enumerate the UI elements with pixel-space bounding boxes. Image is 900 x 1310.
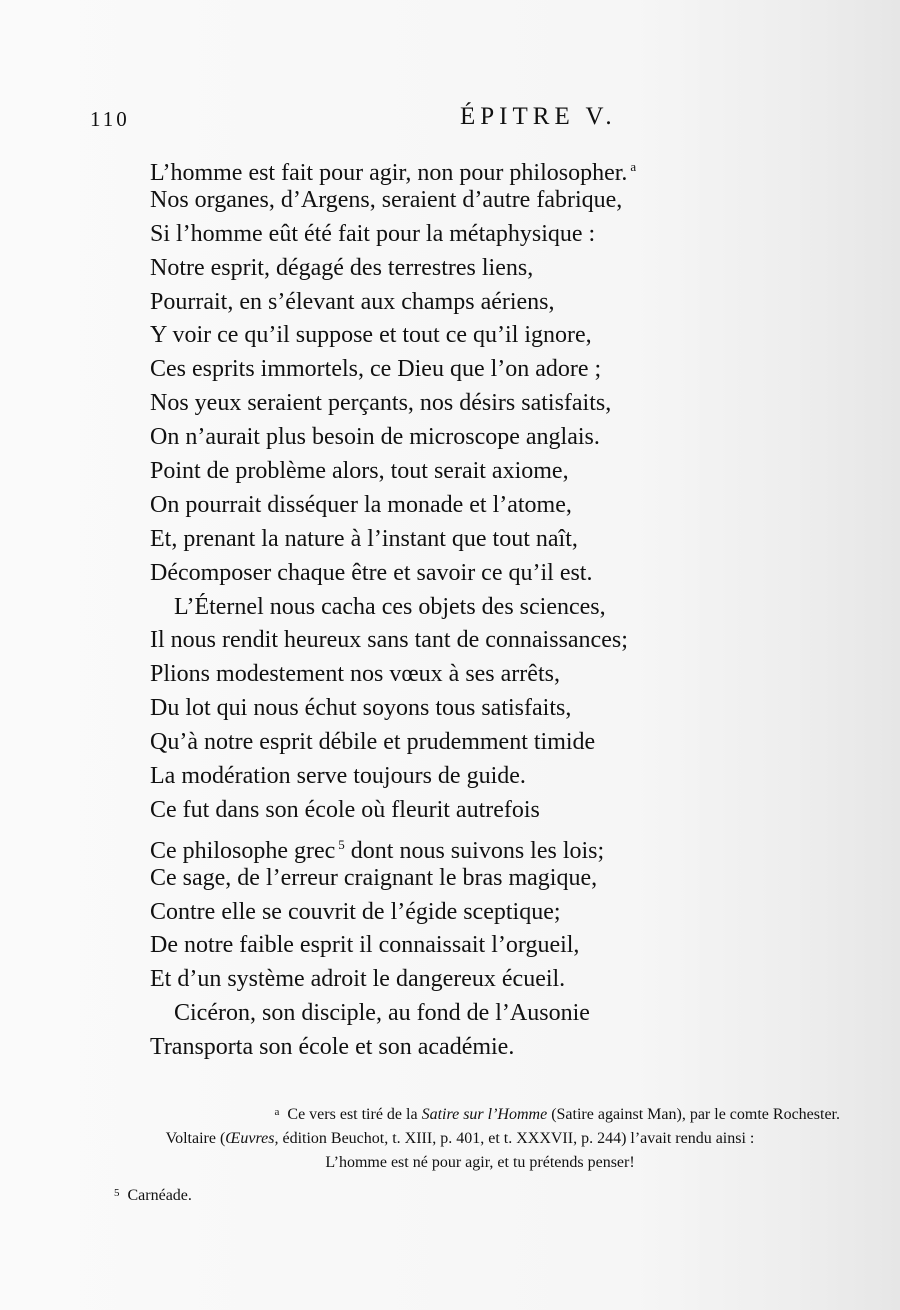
- page-header: [90, 103, 810, 135]
- footnote-a-continued: Voltaire (Œuvres, édition Beuchot, t. XIII, p. 401, et t. XXXVII, p. 244) l’avait rendu ainsi :: [165, 1130, 755, 1147]
- footnote-marker: 5: [114, 1187, 120, 1199]
- verse-line: Si l’homme eût été fait pour la métaphysique :: [150, 220, 596, 247]
- footnote-reference: a: [630, 159, 637, 174]
- verse-line: L’Éternel nous cacha ces objets des sciences,: [174, 593, 606, 620]
- verse-line: Qu’à notre esprit débile et prudemment timide: [150, 729, 596, 756]
- verse-line: Décomposer chaque être et savoir ce qu’il est.: [150, 559, 593, 586]
- verse-line: Transporta son école et son académie.: [150, 1034, 515, 1061]
- footnote-reference: 5: [338, 836, 345, 852]
- verse-line: De notre faible esprit il connaissait l’orgueil,: [150, 932, 580, 959]
- footnote-marker: a: [274, 1106, 280, 1118]
- verse-line: Ce fut dans son école où fleurit autrefois: [150, 796, 540, 823]
- footnote-a-quote: L’homme est né pour agir, et tu prétends penser!: [325, 1154, 635, 1171]
- verse-line: Plions modestement nos vœux à ses arrêts,: [150, 661, 560, 688]
- page-number: 110: [90, 107, 130, 131]
- verse-line: Nos yeux seraient perçants, nos désirs satisfaits,: [150, 390, 612, 417]
- verse-line: Ce sage, de l’erreur craignant le bras magique,: [150, 864, 598, 891]
- running-title: ÉPITRE V.: [460, 103, 617, 130]
- verse-line: Et d’un système adroit le dangereux écueil.: [150, 966, 566, 993]
- verse-line: Pourrait, en s’élevant aux champs aériens,: [150, 288, 555, 315]
- verse-line: Ces esprits immortels, ce Dieu que l’on adore ;: [150, 356, 602, 383]
- verse-line: Notre esprit, dégagé des terrestres liens,: [150, 254, 534, 281]
- verse-line: Contre elle se couvrit de l’égide sceptique;: [150, 898, 561, 925]
- verse-line: Y voir ce qu’il suppose et tout ce qu’il ignore,: [150, 322, 592, 349]
- verse-line: Point de problème alors, tout serait axiome,: [150, 458, 569, 485]
- verse-line: La modération serve toujours de guide.: [150, 763, 526, 790]
- verse-line: Nos organes, d’Argens, seraient d’autre fabrique,: [150, 186, 623, 213]
- verse-line: On n’aurait plus besoin de microscope anglais.: [150, 424, 600, 451]
- footnote-a: $^a$ Ce vers est tiré de la Satire sur l’Homme (Satire against Man), par le comte Rochester.: [274, 1106, 840, 1123]
- verse-line: Cicéron, son disciple, au fond de l’Ausonie: [174, 1000, 590, 1027]
- verse-line: Il nous rendit heureux sans tant de connaissances;: [150, 627, 628, 654]
- verse-line: L’homme est fait pour agir, non pour philosopher. $^a$: [150, 159, 637, 186]
- verse-line: Ce philosophe grec $^5$ dont nous suivons les lois;: [150, 836, 605, 864]
- verse-line: Et, prenant la nature à l’instant que tout naît,: [150, 525, 578, 552]
- footnote-5: $^5$ Carnéade.: [114, 1187, 192, 1204]
- poem-text: [150, 150, 750, 1065]
- footnotes: [80, 1100, 840, 1208]
- verse-line: On pourrait disséquer la monade et l’atome,: [150, 491, 572, 518]
- verse-line: Du lot qui nous échut soyons tous satisfaits,: [150, 695, 572, 722]
